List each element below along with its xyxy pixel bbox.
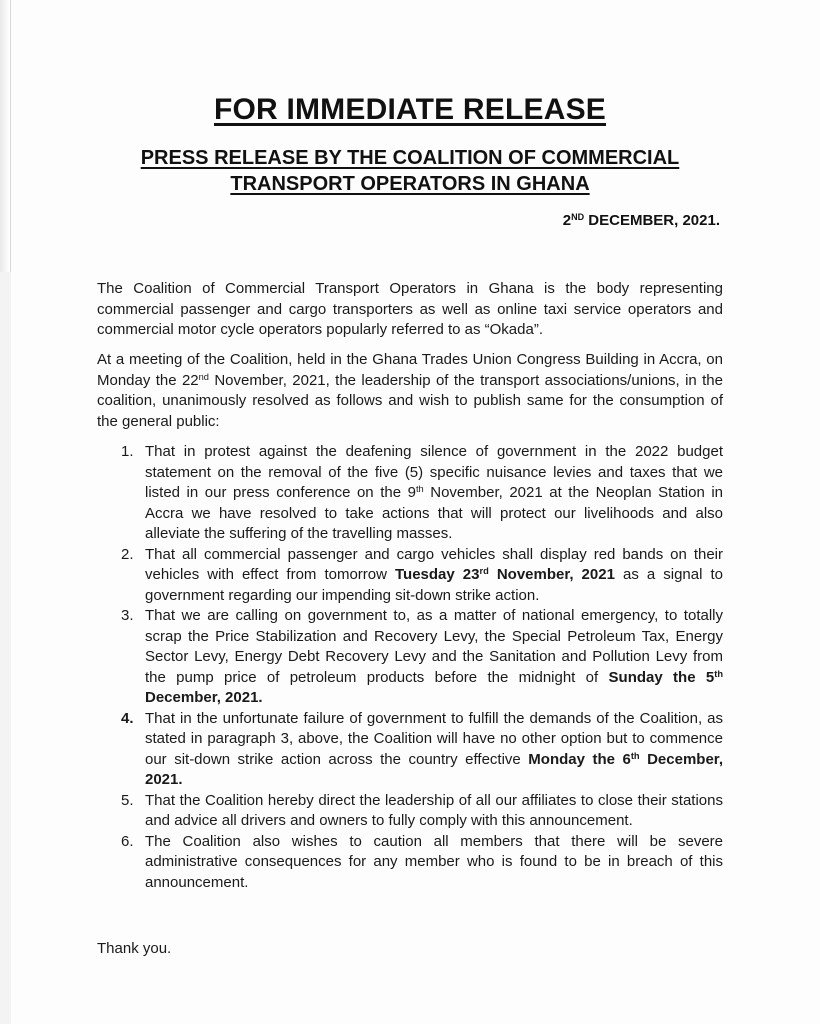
item-ordinal: th [415,483,424,494]
bold-month: December, 2021. [145,750,723,788]
bold-month: November, 2021 [488,566,615,583]
meeting-text-end: November, 2021, the leadership of the transport associations/unions, in the coalition, unanimously resolved as follows and wish to publish same for the consumption of the general public: [97,371,723,430]
resolutions-list [97,442,723,893]
bold-ordinal: th [714,668,723,679]
item-number: 4. [121,709,134,727]
previous-page-edge [0,0,11,272]
date-rest: DECEMBER, 2021. [584,212,720,229]
list-item [97,791,723,832]
bold-day: Tuesday 23 [395,566,480,583]
item-text: That all commercial passenger and cargo vehicles shall display red bands on their vehicles with effect from tomorrow [145,545,723,583]
meeting-ordinal: nd [198,371,209,382]
bold-day: Sunday the 5 [608,668,715,686]
item-text: That in the unfortunate failure of government to fulfill the demands of the Coalition, as stated in paragraph 3, above, the Coalition will have no other option but to commence our sit-down strike action across the country effective [145,709,723,768]
bold-ordinal: rd [479,565,489,576]
item-number: 3. [121,607,134,624]
item-text-end: as a signal to government regarding our impending sit-down strike action. [145,566,723,604]
list-item [97,606,723,709]
item-number: 2. [121,545,134,563]
item-text: That the Coalition hereby direct the leadership of all our affiliates to close their stations and advice all drivers and owners to fully comply with this announcement. [145,791,723,829]
item-bold-date [395,566,615,583]
list-item [97,832,723,894]
intro-paragraph: The Coalition of Commercial Transport Operators in Ghana is the body representing commercial passenger and cargo transporters as well as online taxi service operators and commercial motor cycle operators popularly referred to as “Okada”. [97,280,723,338]
bold-month: December, 2021. [145,689,263,706]
meeting-paragraph [97,350,723,432]
release-date [563,212,720,229]
meeting-text-start: At a meeting of the Coalition, held in the Ghana Trades Union Congress Building in Accra, on Monday the 22 [97,351,723,389]
item-text: The Coalition also wishes to caution all members that there will be severe administrative consequences for any member who is found to be in breach of this announcement. [145,832,723,891]
item-number: 6. [121,832,134,850]
item-text: That in protest against the deafening silence of government in the 2022 budget statement on the removal of the five (5) specific nuisance levies and taxes that we listed in our press conference on the 9 [145,443,723,501]
page-title: FOR IMMEDIATE RELEASE [214,93,606,126]
item-number: 1. [121,443,134,460]
date-suffix: ND [571,212,585,223]
bold-ordinal: th [630,750,640,761]
list-item [97,709,723,791]
item-number: 5. [121,791,134,809]
bold-day: Monday the 6 [528,750,631,768]
date-day: 2 [562,212,572,229]
closing-text: Thank you. [97,940,172,957]
item-text: That we are calling on government to, as a matter of national emergency, to totally scrap the Price Stabilization and Recovery Levy, the Special Petroleum Tax, Energy Sector Levy, Energy Debt Recovery Levy and the Sanitation and Pollution Levy from the pump price of petroleum products before the midnight of [145,607,723,686]
item-text-end: November, 2021 at the Neoplan Station in Accra we have resolved to take actions that will protect our livelihoods and also alleviate the suffering of the travelling masses. [145,484,723,542]
list-item [97,545,723,607]
list-item [97,442,723,545]
press-release-subtitle: PRESS RELEASE BY THE COALITION OF COMMERCIAL TRANSPORT OPERATORS IN GHANA [140,147,680,195]
